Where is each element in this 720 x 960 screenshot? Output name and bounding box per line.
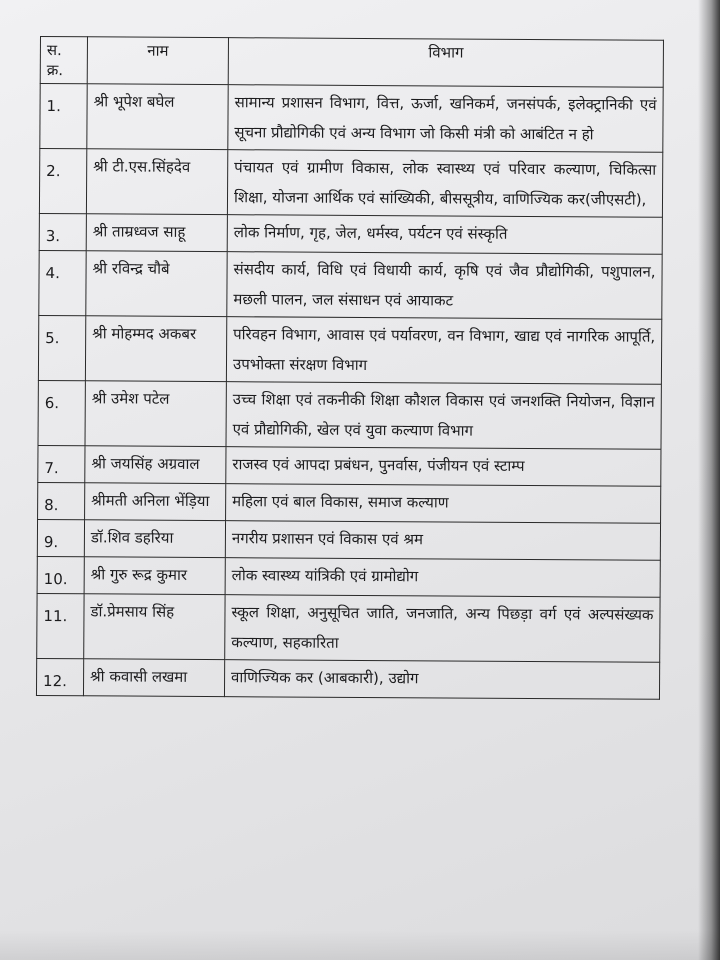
row-serial: 8. — [38, 482, 85, 519]
table-row — [37, 556, 660, 597]
row-department: परिवहन विभाग, आवास एवं पर्यावरण, वन विभाग, खाद्य एवं नागरिक आपूर्ति, उपभोक्ता संरक्षण विभाग — [226, 317, 661, 385]
row-serial: 11. — [37, 593, 84, 658]
row-department: संसदीय कार्य, विधि एवं विधायी कार्य, कृषि एवं जैव प्रौद्योगिकी, पशुपालन, मछली पालन, जल संसाधन एवं आयाकट — [227, 252, 662, 320]
table-row — [38, 380, 661, 449]
row-name: श्री भूपेश बघेल — [87, 84, 228, 150]
row-department: राजस्व एवं आपदा प्रबंधन, पुनर्वास, पंजीयन एवं स्टाम्प — [226, 447, 661, 487]
table-row — [37, 519, 660, 560]
table-row — [38, 315, 661, 384]
header-department: विभाग — [228, 38, 663, 88]
row-department: सामान्य प्रशासन विभाग, वित्त, ऊर्जा, खनिकर्म, जनसंपर्क, इलेक्ट्रानिकी एवं सूचना प्रौद्योगिकी एवं अन्य विभाग जो किसी मंत्री को आबंटित न हो — [228, 85, 663, 153]
row-serial: 5. — [38, 315, 85, 380]
page-edge-shadow — [698, 0, 720, 960]
row-name: डॉ.प्रेमसाय सिंह — [84, 594, 225, 660]
header-serial: स. क्र. — [40, 37, 87, 84]
row-department: पंचायत एवं ग्रामीण विकास, लोक स्वास्थ्य एवं परिवार कल्याण, चिकित्सा शिक्षा, योजना आर्थिक एवं सांख्यिकी, बीससूत्रीय, वाणिज्यिक कर(जीएसटी), — [227, 150, 662, 218]
row-name: श्री गुरु रूद्र कुमार — [84, 557, 225, 595]
row-serial: 3. — [39, 213, 86, 250]
header-name: नाम — [87, 37, 228, 85]
row-serial: 4. — [39, 250, 86, 315]
row-name: श्री टी.एस.सिंहदेव — [86, 149, 227, 215]
row-serial: 9. — [37, 519, 84, 556]
row-serial: 7. — [38, 445, 85, 482]
row-department: लोक निर्माण, गृह, जेल, धर्मस्व, पर्यटन एवं संस्कृति — [227, 215, 662, 255]
table-row — [38, 482, 661, 523]
row-department: लोक स्वास्थ्य यांत्रिकी एवं ग्रामोद्योग — [225, 558, 660, 598]
table-row — [39, 250, 662, 319]
table-row — [39, 213, 662, 254]
table-header-row — [40, 37, 663, 88]
row-name: श्री मोहम्मद अकबर — [85, 316, 226, 382]
row-department: वाणिज्यिक कर (आबकारी), उद्योग — [224, 660, 659, 700]
row-serial: 10. — [37, 556, 84, 593]
row-serial: 1. — [40, 84, 87, 149]
row-department: नगरीय प्रशासन एवं विकास एवं श्रम — [225, 521, 660, 561]
table-row — [37, 593, 660, 662]
row-serial: 2. — [39, 149, 86, 214]
ministers-portfolio-table — [36, 36, 664, 700]
row-department: उच्च शिक्षा एवं तकनीकी शिक्षा कौशल विकास एवं जनशक्ति नियोजन, विज्ञान एवं प्रौद्योगिकी, खेल एवं युवा कल्याण विभाग — [226, 382, 661, 450]
row-name: डॉ.शिव डहरिया — [84, 520, 225, 558]
row-name: श्री ताम्रध्वज साहू — [86, 214, 227, 252]
row-name: श्री जयसिंह अग्रवाल — [85, 446, 226, 484]
row-name: श्रीमती अनिला भेंड़िया — [85, 483, 226, 521]
row-name: श्री रविन्द्र चौबे — [86, 251, 227, 317]
row-department: महिला एवं बाल विकास, समाज कल्याण — [226, 484, 661, 524]
row-serial: 12. — [36, 658, 83, 695]
row-serial: 6. — [38, 380, 85, 445]
row-name: श्री उमेश पटेल — [85, 381, 226, 447]
table-row — [38, 445, 661, 486]
table-row — [39, 149, 662, 218]
table-row — [36, 658, 659, 699]
table-row — [40, 84, 663, 153]
row-department: स्कूल शिक्षा, अनुसूचित जाति, जनजाति, अन्य पिछड़ा वर्ग एवं अल्पसंख्यक कल्याण, सहकारिता — [225, 595, 660, 663]
row-name: श्री कवासी लखमा — [83, 659, 224, 697]
page-bottom-shadow — [0, 930, 720, 960]
